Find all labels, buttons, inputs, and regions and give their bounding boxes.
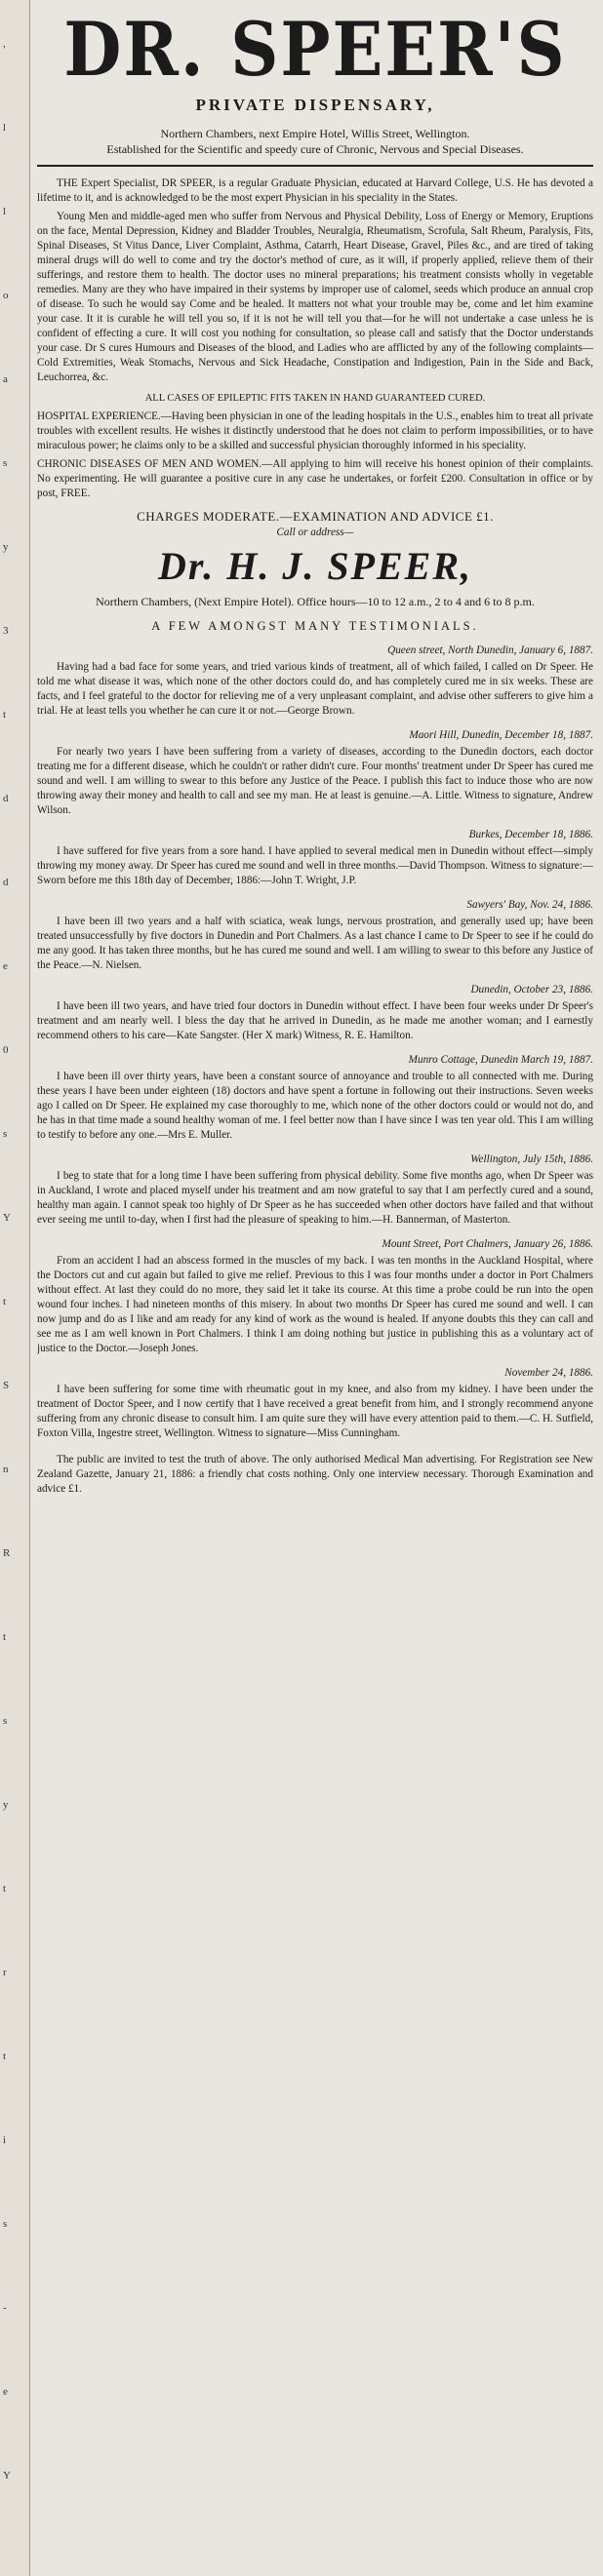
testimonial-dateline: Maori Hill, Dunedin, December 18, 1887. bbox=[409, 729, 593, 741]
testimonial-text: I have been ill two years and a half with sciatica, weak lungs, nervous prostration, and generally used up; have been treated unsuccessfully by five doctors in Dunedin and Port Chalmers. As a last chance I came to Dr Speer to see if he could do me any good. It has taken three months, but he has cured me sound and well. I am willing to swear to this before any Justice of the Peace.—N. Nielsen. bbox=[37, 916, 593, 971]
margin-glyph: i bbox=[3, 2134, 7, 2146]
margin-glyph: s bbox=[3, 2218, 8, 2230]
margin-glyph: Y bbox=[3, 2470, 11, 2481]
margin-glyph: , bbox=[3, 38, 6, 50]
office-hours: Northern Chambers, (Next Empire Hotel). Office hours—10 to 12 a.m., 2 to 4 and 6 to 8 p.m. bbox=[96, 595, 535, 608]
testimonial-dateline: Dunedin, October 23, 1886. bbox=[470, 984, 593, 995]
margin-glyph: s bbox=[3, 1715, 8, 1727]
margin-glyph: Y bbox=[3, 1212, 11, 1224]
margin-glyph: t bbox=[3, 1296, 7, 1308]
testimonial-text: I have been ill over thirty years, have been a constant source of annoyance and trouble to all connected with me. During these years I have been under eighteen (18) doctors and have spent a fortune in following out their instructions. Seven weeks ago I called on Dr Speer. He explained my case thoroughly to me, which none of the other doctors could or would not do, and he has in that time made a sound healthy woman of me. I feel better now than I have since I was ten year old. This I am willing to testify to before any one.—Mrs E. Muller. bbox=[37, 1071, 593, 1141]
page-gutter bbox=[0, 0, 30, 2576]
margin-glyph: l bbox=[3, 206, 7, 217]
advertisement bbox=[37, 8, 593, 2568]
closing-notice: The public are invited to test the truth of above. The only authorised Medical Man advertising. For Registration see New Zealand Gazette, January 21, 1886: a friendly chat costs nothing. Only one interview necessary. Thorough Examination and advice £1. bbox=[37, 1454, 593, 1495]
margin-glyph: e bbox=[3, 2386, 8, 2398]
margin-glyph: R bbox=[3, 1547, 11, 1559]
doctor-name: Dr. H. J. SPEER, bbox=[157, 544, 473, 588]
testimonial-dateline: Sawyers' Bay, Nov. 24, 1886. bbox=[466, 899, 593, 911]
testimonial-dateline: November 24, 1886. bbox=[504, 1367, 593, 1379]
margin-glyph: l bbox=[3, 122, 7, 134]
margin-glyph: d bbox=[3, 793, 9, 804]
margin-glyph: 0 bbox=[3, 1044, 9, 1056]
address-line: Northern Chambers, next Empire Hotel, Willis Street, Wellington. bbox=[160, 127, 470, 140]
testimonial-dateline: Queen street, North Dunedin, January 6, 1887. bbox=[387, 644, 593, 656]
masthead-title: DR. SPEER'S bbox=[63, 8, 567, 94]
margin-glyph: - bbox=[3, 2302, 7, 2314]
margin-glyph: y bbox=[3, 1799, 9, 1811]
margin-glyph: y bbox=[3, 541, 9, 553]
call-line: Call or address— bbox=[276, 527, 354, 538]
margin-glyph: o bbox=[3, 290, 9, 301]
hospital-paragraph: HOSPITAL EXPERIENCE.—Having been physician in one of the leading hospitals in the U.S., enables him to treat all private troubles with excellent results. He wishes it distinctly understood that he does not claim to perform impossibilities, or to have miraculous power; he claims only to be a skilled and successful physician thoroughly informed in his speciality. bbox=[37, 410, 593, 451]
testimonial-text: I have suffered for five years from a sore hand. I have applied to several medical men in Dunedin without effect—simply throwing my money away. Dr Speer has cured me sound and well in three months.—David Thompson. Witness to signature:—Sworn before me this 18th day of December, 1886:—John T. Wright, J.P. bbox=[37, 845, 593, 886]
margin-glyph: s bbox=[3, 457, 8, 469]
margin-glyph: s bbox=[3, 1128, 8, 1140]
testimonial-text: I have been suffering for some time with rheumatic gout in my knee, and also from my kidney. I have been under the treatment of Doctor Speer, and I now certify that I have received a great benefit from him, and I strongly recommend anyone suffering from any chronic disease to consult him. I am quite sure they will have every attention paid to them.—C. H. Sutfield, Foxton Villa, Ingestre street, Wellington. Witness to signature—Miss Cunningham. bbox=[37, 1384, 593, 1439]
margin-glyph: S bbox=[3, 1380, 10, 1391]
margin-glyph: t bbox=[3, 1631, 7, 1643]
testimonial-text: For nearly two years I have been suffering from a variety of diseases, according to the Dunedin doctors, each doctor treating me for a different disease, which he couldn't or rather didn't cure. Four months' treatment under Dr Speer has cured me sound and well. I am willing to swear to this before any Justice of the Peace. I publish this fact to induce those who are now throwing away their money and health to call and see my man. He at least is genuine.—A. Little. Witness to signature, Andrew Wilson. bbox=[37, 746, 593, 816]
symptoms-paragraph: Young Men and middle-aged men who suffer from Nervous and Physical Debility, Loss of Energy or Memory, Eruptions on the face, Mental Depression, Kidney and Bladder Troubles, Neuralgia, Rheumatism, Scrofula, Salt Rheum, Paralysis, Fits, Spinal Diseases, St Vitus Dance, Liver Complaint, Asthma, Catarrh, Heart Disease, Gravel, Piles &c., and are tired of taking mineral drugs will do well to come and try the doctor's method of cure, as it will, if properly applied, relieve them of their sufferings, and restore them to health. The doctor uses no mineral preparations; his treatment consists wholly in vegetable remedies. Many are they who have impaired in their systems by improper use of calomel, seeds which produce an annual crop of disease. To such he would say Come and be healed. It matters not what your trouble may be, come and let him examine your case. It it is curable he will tell you so, if it is not he will tell you that—for he will not undertake a case unless he is confident of effecting a cure. It will cost you nothing for consultation, so please call and satisfy that the Doctor understands your case. Dr S cures Humours and Diseases of the blood, and Ladies who are afflicted by any of the following complaints—Cold Extremities, Weak Stomachs, Nervous and Sick Headache, Constipation and Indigestion, Pain in the Side and Back, Leuchorrea, &c. bbox=[37, 211, 593, 383]
epilepsy-notice: ALL CASES OF EPILEPTIC FITS TAKEN IN HAND GUARANTEED CURED. bbox=[144, 393, 486, 404]
margin-glyph: r bbox=[3, 1967, 7, 1978]
testimonial-dateline: Burkes, December 18, 1886. bbox=[468, 829, 593, 840]
chronic-paragraph: CHRONIC DISEASES OF MEN AND WOMEN.—All applying to him will receive his honest opinion of their complaints. No experimenting. He will guarantee a positive cure in any case he undertakes, or forfeit £200. Consultation in office or by post, FREE. bbox=[37, 458, 593, 499]
testimonials-title: A FEW AMONGST MANY TESTIMONIALS. bbox=[151, 619, 479, 633]
testimonial-text: From an accident I had an abscess formed in the muscles of my back. I was ten months in the Auckland Hospital, where the Doctors cut and cut again but failed to give me relief. Previous to this I was four months under a doctor in Port Chalmers without effect. At last they could do no more, they said let it take its course. At this time a probe could be run into the open wound four inches. I had nineteen months of this misery. In about two months Dr Speer has cured me sound and well. I can now jump and do as I like and am ready for any kind of work as the wound is healed. If anyone doubts this they can call and see me as I am well known in Port Chalmers. I think I am doing nothing but justice in publishing this as a voluntary act of justice to the Doctor.—Joseph Jones. bbox=[37, 1255, 593, 1354]
intro-paragraph: THE Expert Specialist, DR SPEER, is a regular Graduate Physician, educated at Harvard College, U.S. He has devoted a lifetime to it, and is acknowledged to be the most expert Physician in his speciality in the States. bbox=[37, 177, 593, 204]
margin-glyph: t bbox=[3, 1883, 7, 1894]
testimonial-text: Having had a bad face for some years, and tried various kinds of treatment, all of which failed, I called on Dr Speer. He told me what disease it was, which none of the other doctors could do, and has completely cured me in six weeks. These are facts, and I feel grateful to the doctor for relieving me of a very unpleasant complaint, and advise other sufferers to give him a trial. He at least tells you whether he can cure it or not.—George Brown. bbox=[37, 661, 593, 717]
testimonial-dateline: Mount Street, Port Chalmers, January 26, 1886. bbox=[382, 1238, 593, 1250]
masthead-subtitle: PRIVATE DISPENSARY, bbox=[195, 96, 435, 114]
divider bbox=[37, 165, 593, 167]
testimonial-dateline: Wellington, July 15th, 1886. bbox=[470, 1153, 593, 1165]
margin-glyph: e bbox=[3, 960, 8, 972]
establishment-line: Established for the Scientific and speedy cure of Chronic, Nervous and Special Diseases. bbox=[106, 142, 524, 156]
testimonial-text: I have been ill two years, and have tried four doctors in Dunedin without effect. I have been four weeks under Dr Speer's treatment and am nearly well. I bless the day that he arrived in Dunedin, as he made me another woman; and I earnestly recommend others to his care—Kate Sangster. (Her X mark) Witness, R. E. Hamilton. bbox=[37, 1000, 593, 1041]
testimonial-text: I beg to state that for a long time I have been suffering from physical debility. Some five months ago, when Dr Speer was in Auckland, I wrote and placed myself under his treatment and am now grateful to say that I am perfectly cured and a sound, healthy man again. I cannot speak too highly of Dr Speer as he has succeeded when other doctors have failed and that without ever seeing me until to-day, when I first had the pleasure of speaking to him.—H. Bannerman, of Masterton. bbox=[37, 1170, 593, 1226]
margin-glyph: t bbox=[3, 709, 7, 721]
charges-line: CHARGES MODERATE.—EXAMINATION AND ADVICE £1. bbox=[137, 509, 494, 524]
testimonial-dateline: Munro Cottage, Dunedin March 19, 1887. bbox=[408, 1054, 593, 1066]
margin-glyph: n bbox=[3, 1464, 9, 1475]
margin-glyph: d bbox=[3, 877, 9, 888]
margin-glyph: 3 bbox=[3, 625, 9, 637]
margin-glyph: a bbox=[3, 373, 8, 385]
margin-glyph: t bbox=[3, 2050, 7, 2062]
